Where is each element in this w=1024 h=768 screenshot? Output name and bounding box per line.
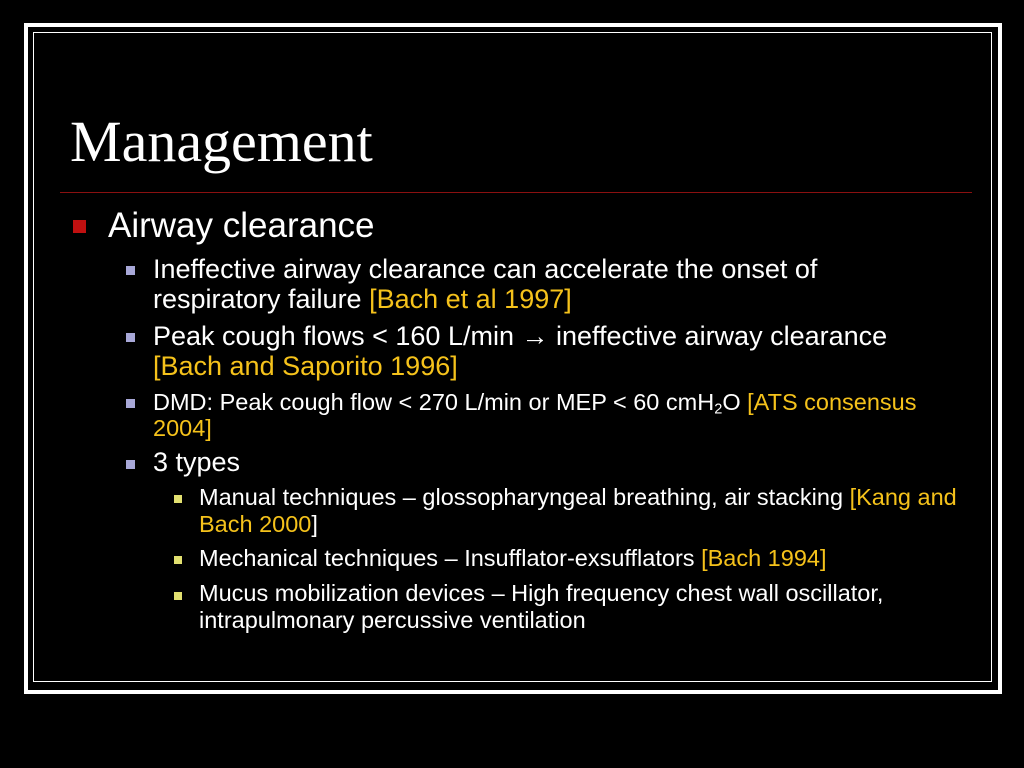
list-item-dmd — [153, 389, 953, 441]
slide-title: Management — [70, 109, 373, 174]
item-text: Manual techniques – glossopharyngeal breathing, air stacking — [199, 484, 850, 510]
list-item-mucus-mobilization — [199, 580, 959, 634]
list-item-manual-techniques — [199, 484, 959, 538]
item-text: Airway clearance — [108, 206, 375, 245]
bullet-square-icon — [126, 399, 135, 408]
item-text-after: O — [722, 389, 748, 415]
citation: [Bach and Saporito 1996] — [153, 351, 458, 381]
list-item-ineffective-clearance — [153, 254, 943, 314]
bullet-square-icon — [174, 495, 182, 503]
citation: [Bach et al 1997] — [369, 284, 572, 314]
item-text: Peak cough flows < 160 L/min → ineffective airway clearance — [153, 321, 888, 351]
bullet-square-icon — [174, 556, 182, 564]
bullet-square-icon — [126, 266, 135, 275]
title-divider — [60, 192, 972, 193]
item-text: DMD: Peak cough flow < 270 L/min or MEP < 60 cmH — [153, 389, 715, 415]
citation: [Kang and Bach 2000 — [199, 484, 957, 537]
bullet-square-icon — [126, 460, 135, 469]
list-item-airway-clearance — [108, 207, 375, 245]
bullet-square-icon — [73, 220, 86, 233]
list-item-mechanical-techniques — [199, 545, 959, 572]
citation: [ATS consensus 2004] — [153, 389, 917, 441]
bullet-square-icon — [174, 592, 182, 600]
list-item-peak-cough-flows — [153, 321, 943, 381]
item-text: Ineffective airway clearance can accelerate the onset of respiratory failure — [153, 254, 818, 314]
item-text: Mucus mobilization devices – High frequency chest wall oscillator, intrapulmonary percussive ventilation — [199, 580, 884, 633]
citation: [Bach 1994] — [701, 545, 827, 571]
list-item-three-types — [153, 447, 943, 477]
closing-bracket: ] — [311, 511, 318, 537]
item-text: 3 types — [153, 447, 241, 477]
bullet-square-icon — [126, 333, 135, 342]
subscript: 2 — [714, 401, 723, 418]
item-text: Mechanical techniques – Insufflator-exsufflators — [199, 545, 702, 571]
